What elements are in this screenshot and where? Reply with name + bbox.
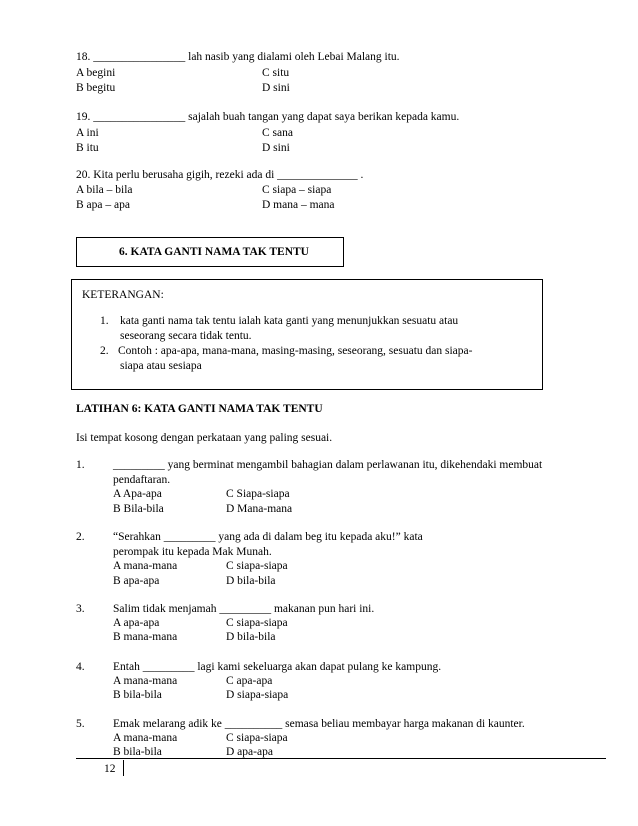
question-3-number: 3. xyxy=(76,603,85,615)
question-5-number: 5. xyxy=(76,718,85,730)
question-1-option-a: A Apa-apa xyxy=(113,488,162,500)
latihan-title: LATIHAN 6: KATA GANTI NAMA TAK TENTU xyxy=(76,403,323,415)
question-1-option-d: D Mana-mana xyxy=(226,503,293,515)
question-1-option-c: C Siapa-siapa xyxy=(226,488,290,500)
question-20-option-c: C siapa – siapa xyxy=(262,184,332,196)
keterangan-item-1-line-1: kata ganti nama tak tentu ialah kata ganti yang menunjukkan sesuatu atau xyxy=(120,315,459,327)
question-5-option-c: C siapa-siapa xyxy=(226,732,288,744)
footer-rule xyxy=(76,758,606,759)
question-4-number: 4. xyxy=(76,661,85,673)
question-5-option-a: A mana-mana xyxy=(113,732,178,744)
instruction-text: Isi tempat kosong dengan perkataan yang paling sesuai. xyxy=(76,432,333,444)
question-20-option-d: D mana – mana xyxy=(262,199,335,211)
question-3-option-c: C siapa-siapa xyxy=(226,617,288,629)
question-5-option-d: D apa-apa xyxy=(226,746,273,758)
keterangan-item-1-number: 1. xyxy=(100,315,109,327)
question-4-option-d: D siapa-siapa xyxy=(226,689,289,701)
question-2-option-a: A mana-mana xyxy=(113,560,178,572)
question-2-line-1: “Serahkan _________ yang ada di dalam beg itu kepada aku!” kata xyxy=(113,531,423,543)
question-19-stem: 19. ________________ sajalah buah tangan yang dapat saya berikan kepada kamu. xyxy=(76,111,460,123)
keterangan-item-2-line-2: siapa atau sesiapa xyxy=(120,360,202,372)
question-20-option-a: A bila – bila xyxy=(76,184,133,196)
question-3-option-d: D bila-bila xyxy=(226,631,276,643)
question-3-line-1: Salim tidak menjamah _________ makanan pun hari ini. xyxy=(113,603,375,615)
question-20-option-b: B apa – apa xyxy=(76,199,130,211)
question-2-option-c: C siapa-siapa xyxy=(226,560,288,572)
page-number-divider xyxy=(123,760,124,776)
keterangan-item-1-line-2: seseorang secara tidak tentu. xyxy=(120,330,252,342)
keterangan-item-2-number: 2. xyxy=(100,345,109,357)
question-1-line-1: _________ yang berminat mengambil bahagian dalam perlawanan itu, dikehendaki membuat xyxy=(113,459,543,471)
section-title: 6. KATA GANTI NAMA TAK TENTU xyxy=(119,246,309,258)
question-18-option-c: C situ xyxy=(262,67,290,79)
section-title-box xyxy=(76,237,344,267)
question-19-option-c: C sana xyxy=(262,127,293,139)
question-18-stem: 18. ________________ lah nasib yang dialami oleh Lebai Malang itu. xyxy=(76,51,400,63)
keterangan-heading: KETERANGAN: xyxy=(82,289,164,301)
question-18-option-b: B begitu xyxy=(76,82,116,94)
question-2-option-b: B apa-apa xyxy=(113,575,160,587)
page-number: 12 xyxy=(104,763,116,775)
question-4-option-c: C apa-apa xyxy=(226,675,273,687)
question-4-option-a: A mana-mana xyxy=(113,675,178,687)
question-18-option-d: D sini xyxy=(262,82,290,94)
question-18-option-a: A begini xyxy=(76,67,116,79)
question-19-option-b: B itu xyxy=(76,142,99,154)
question-19-option-d: D sini xyxy=(262,142,290,154)
question-4-option-b: B bila-bila xyxy=(113,689,162,701)
question-2-number: 2. xyxy=(76,531,85,543)
question-1-line-2: pendaftaran. xyxy=(113,474,171,486)
question-5-option-b: B bila-bila xyxy=(113,746,162,758)
question-4-line-1: Entah _________ lagi kami sekeluarga akan dapat pulang ke kampung. xyxy=(113,661,442,673)
question-1-number: 1. xyxy=(76,459,85,471)
question-5-line-1: Emak melarang adik ke __________ semasa beliau membayar harga makanan di kaunter. xyxy=(113,718,525,730)
question-2-option-d: D bila-bila xyxy=(226,575,276,587)
question-3-option-a: A apa-apa xyxy=(113,617,160,629)
question-19-option-a: A ini xyxy=(76,127,99,139)
question-20-stem: 20. Kita perlu berusaha gigih, rezeki ada di ______________ . xyxy=(76,169,364,181)
question-1-option-b: B Bila-bila xyxy=(113,503,164,515)
question-2-line-2: perompak itu kepada Mak Munah. xyxy=(113,546,272,558)
keterangan-item-2-line-1: Contoh : apa-apa, mana-mana, masing-masing, seseorang, sesuatu dan siapa- xyxy=(118,345,473,357)
question-3-option-b: B mana-mana xyxy=(113,631,178,643)
